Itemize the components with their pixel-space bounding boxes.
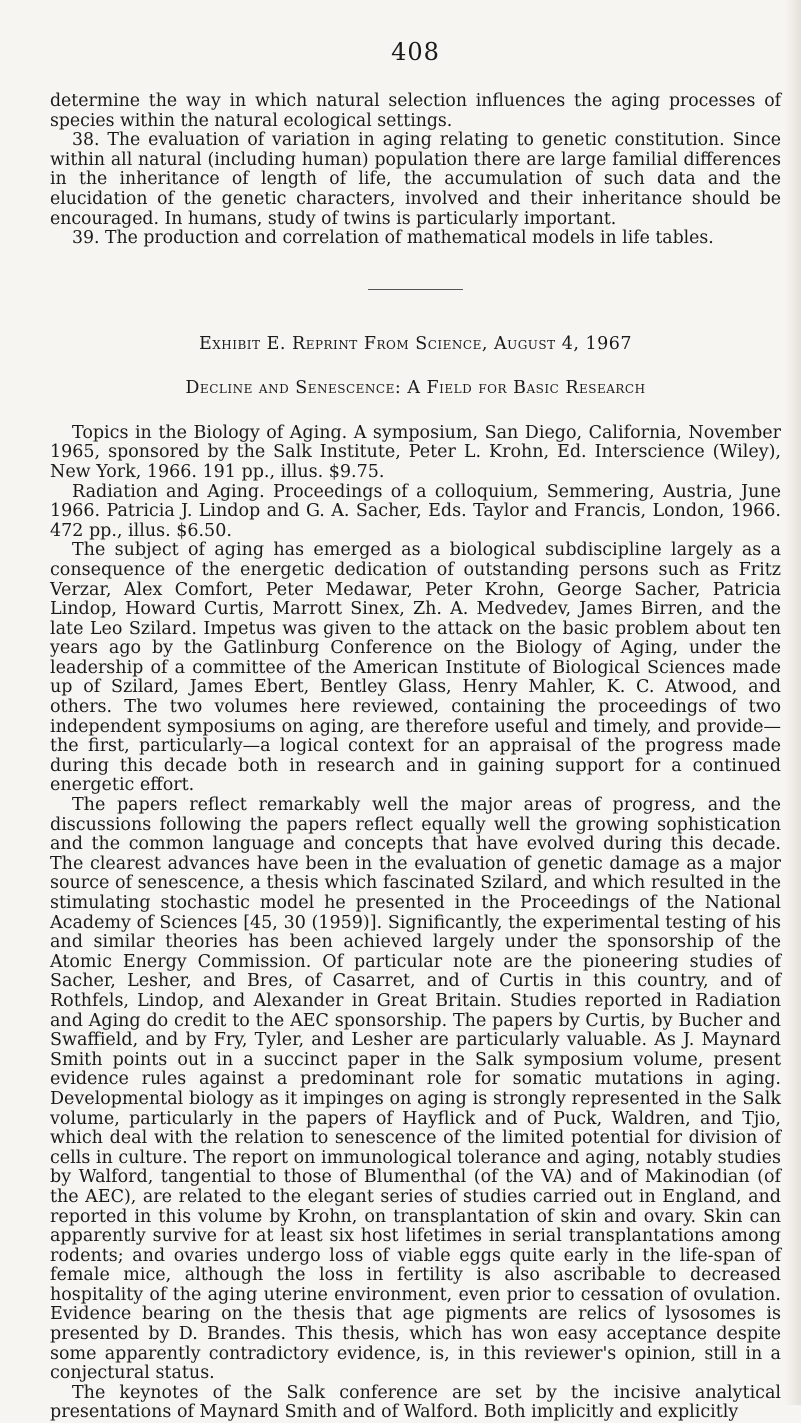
review-section: [50, 424, 781, 1423]
exhibit-heading: Exhibit E. Reprint From Science, August 4, 1967: [198, 333, 633, 354]
section-divider: [368, 289, 463, 290]
intro-paragraph-continuation: determine the way in which natural selection influences the aging processes of species within the natural ecological settings.: [50, 91, 781, 131]
review-body-paragraph: The subject of aging has emerged as a biological subdiscipline largely as a consequence of the energetic dedication of outstanding persons such as Fritz Verzar, Alex Comfort, Peter Medawar, Peter Krohn, George Sacher, Patricia Lindop, Howard Curtis, Marrott Sinex, Zh. A. Medvedev, James Birren, and the late Leo Szilard. Impetus was given to the attack on the basic problem about ten years ago by the Gatlinburg Conference on the Biology of Aging, under the leadership of a committee of the American Institute of Biological Sciences made up of Szilard, James Ebert, Bentley Glass, Henry Mahler, K. C. Atwood, and others. The two volumes here reviewed, containing the proceedings of two independent symposiums on aging, are therefore useful and timely, and provide—the first, particularly—a logical context for an appraisal of the progress made during this decade both in research and in gaining support for a continued energetic effort.: [50, 540, 781, 796]
intro-section: [50, 92, 781, 249]
review-body-paragraph: The keynotes of the Salk conference are set by the incisive analytical presentations of Maynard Smith and of Walford. Both implicitly and explicitly: [50, 1382, 781, 1423]
page-edge-shadow: [785, 0, 801, 1405]
intro-paragraph-item-39: 39. The production and correlation of mathematical models in life tables.: [72, 228, 714, 249]
review-body-paragraph: The papers reflect remarkably well the major areas of progress, and the discussions following the papers reflect equally well the growing sophistication and the common language and concepts that have evolved during this decade. The clearest advances have been in the evaluation of genetic damage as a major source of senescence, a thesis which fascinated Szilard, and which resulted in the stimulating stochastic model he presented in the Proceedings of the National Academy of Sciences [45, 30 (1959)]. Significantly, the experimental testing of his and similar theories has been achieved largely under the sponsorship of the Atomic Energy Commission. Of particular note are the pioneering studies of Sacher, Lesher, and Bres, of Casarret, and of Curtis in this country, and of Rothfels, Lindop, and Alexander in Great Britain. Studies reported in Radiation and Aging do credit to the AEC sponsorship. The papers by Curtis, by Bucher and Swaffield, and by Fry, Tyler, and Lesher are particularly valuable. As J. Maynard Smith points out in a succinct paper in the Salk symposium volume, present evidence rules against a predominant role for somatic mutations in aging. Developmental biology as it impinges on aging is strongly represented in the Salk volume, particularly in the papers of Hayflick and of Puck, Waldren, and Tjio, which deal with the relation to senescence of the limited potential for division of cells in culture. The report on immunological tolerance and aging, notably studies by Walford, tangential to those of Blumenthal (of the VA) and of Makinodian (of the AEC), are related to the elegant series of studies carried out in England, and reported in this volume by Krohn, on transplantation of skin and ovary. Skin can apparently survive for at least six host lifetimes in serial transplantations among rodents; and ovaries undergo loss of viable eggs quite early in the life-span of female mice, although the loss in fertility is also ascribable to decreased hospitality of the aging uterine environment, even prior to cessation of ovulation. Evidence bearing on the thesis that age pigments are relics of lysosomes is presented by D. Brandes. This thesis, which has won easy acceptance despite some apparently contradictory evidence, is, in this reviewer's opinion, still in a conjectural status.: [50, 795, 781, 1384]
intro-paragraph-item-38: 38. The evaluation of variation in aging relating to genetic constitution. Since within all natural (including human) population there are large familial differences in the inheritance of length of life, the accumulation of such data and the elucidation of the genetic characters, involved and their inheritance should be encouraged. In humans, study of twins is particularly important.: [50, 130, 781, 229]
article-title: Decline and Senescence: A Field for Basic Research: [185, 377, 646, 398]
page-number: 408: [391, 38, 440, 66]
review-citation-1: Topics in the Biology of Aging. A symposium, San Diego, California, November 1965, sponsored by the Salk Institute, Peter L. Krohn, Ed. Interscience (Wiley), New York, 1966. 191 pp., illus. $9.75.: [50, 422, 781, 482]
review-citation-2: Radiation and Aging. Proceedings of a colloquium, Semmering, Austria, June 1966. Patricia J. Lindop and G. A. Sacher, Eds. Taylor and Francis, London, 1966. 472 pp., illus. $6.50.: [50, 481, 781, 541]
